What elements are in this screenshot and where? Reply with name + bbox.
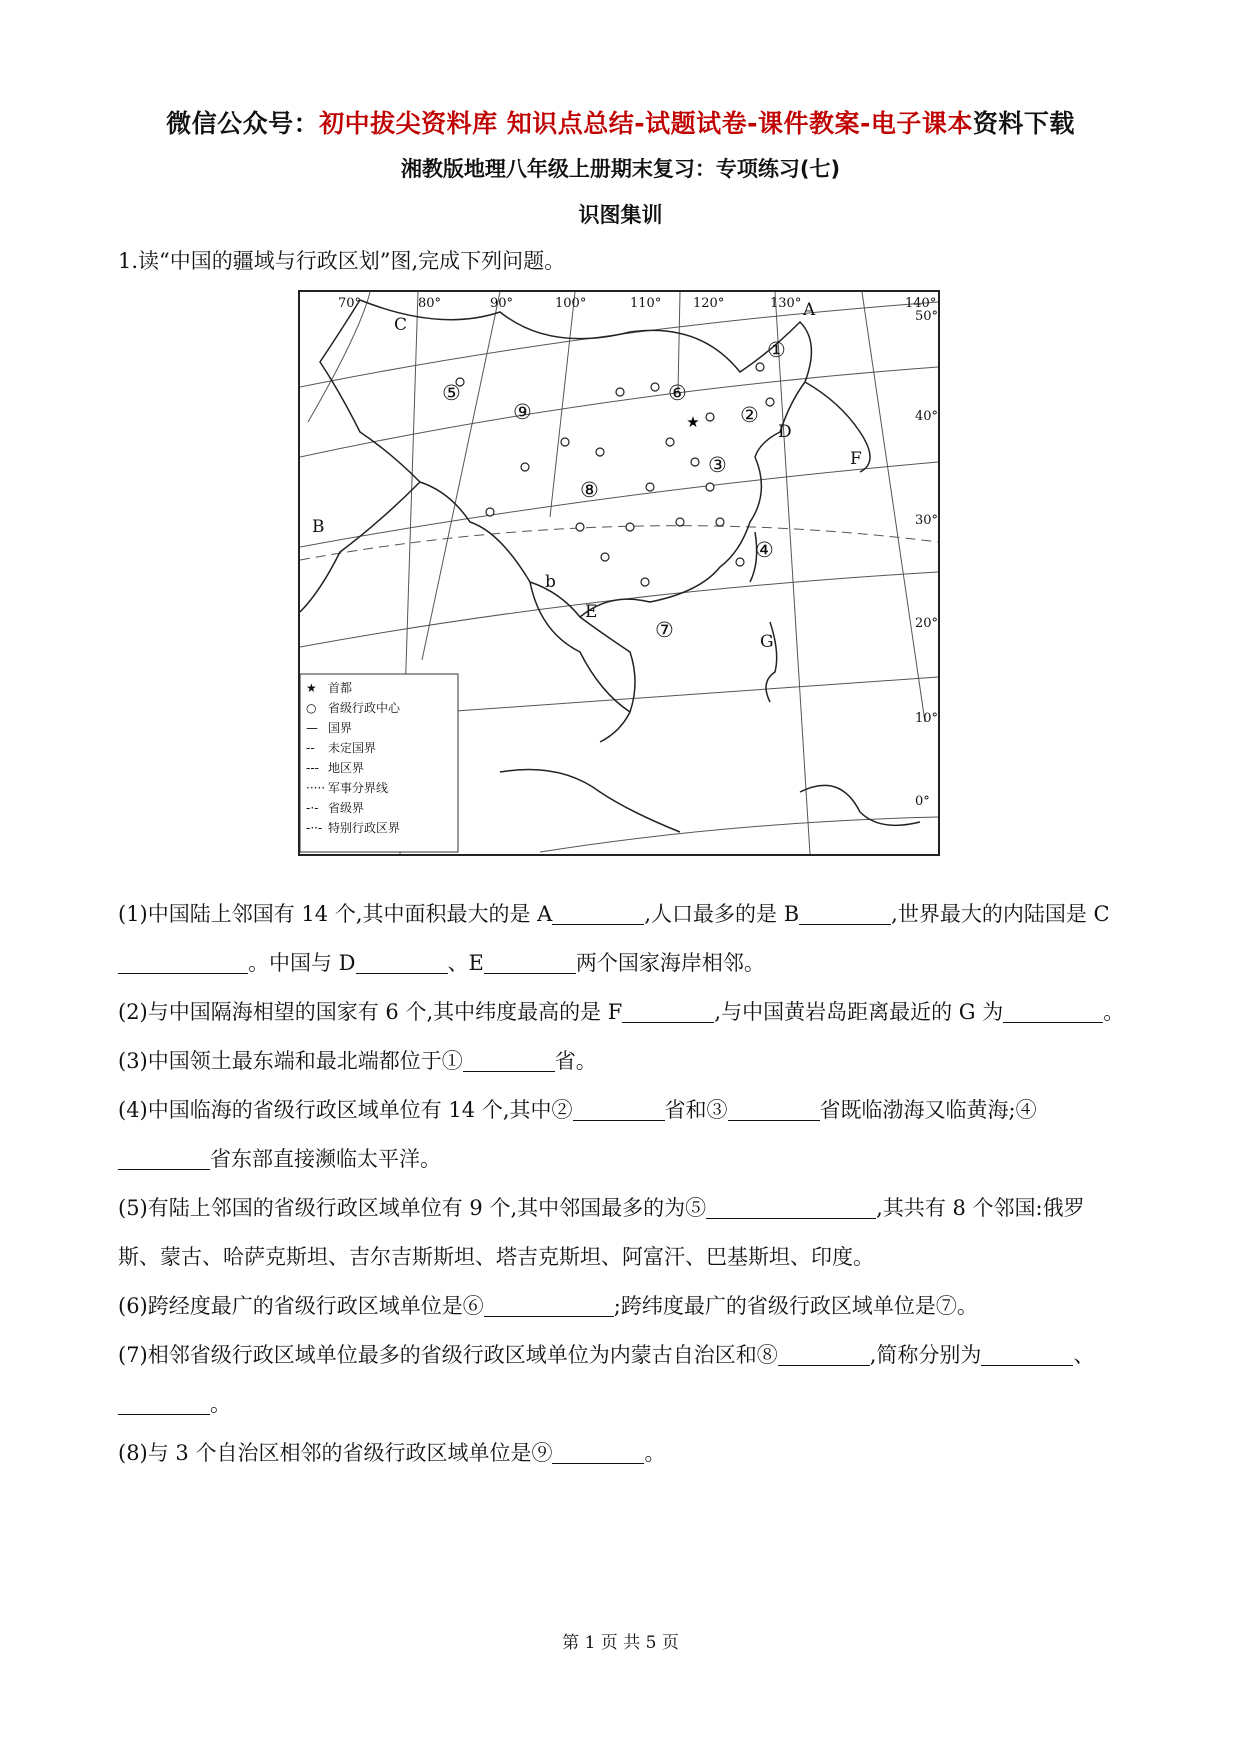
legend-item: 未定国界 xyxy=(328,741,377,755)
legend-symbol: -··- xyxy=(306,821,323,835)
question-item xyxy=(118,988,1126,1037)
section-title: 识图集训 xyxy=(578,203,663,227)
china-territory-map xyxy=(298,290,940,856)
map-letter-b: B xyxy=(312,517,325,537)
answer-blank[interactable] xyxy=(484,1294,614,1317)
answer-blank[interactable] xyxy=(552,902,644,925)
answer-blank[interactable] xyxy=(356,951,448,974)
legend-item: 军事分界线 xyxy=(328,781,389,795)
answer-blank[interactable] xyxy=(622,1000,714,1023)
legend-item: 首都 xyxy=(328,681,353,695)
map-letter-c: C xyxy=(394,315,408,335)
answer-blank[interactable] xyxy=(118,1392,210,1415)
question-text: (2)与中国隔海相望的国家有 6 个,其中纬度最高的是 F xyxy=(118,1000,623,1024)
lat-label: 30° xyxy=(915,513,938,528)
map-number-9: ⑨ xyxy=(513,400,532,424)
map-letter-f: F xyxy=(850,449,862,469)
legend-item: 国界 xyxy=(328,721,353,735)
map-number-4: ④ xyxy=(755,538,774,562)
lat-label: 50° xyxy=(915,309,938,324)
answer-blank[interactable] xyxy=(573,1098,665,1121)
question-text: ,人口最多的是 B xyxy=(644,902,800,926)
question-item xyxy=(118,1086,1126,1184)
question-item xyxy=(118,1282,1126,1331)
map-number-1: ① xyxy=(767,338,786,362)
lat-label: 20° xyxy=(915,616,938,631)
header-red-text: 初中拔尖资料库 知识点总结-试题试卷-课件教案-电子课本 xyxy=(319,109,973,138)
question-text: 、 xyxy=(1073,1343,1095,1367)
question-text: 省既临渤海又临黄海;④ xyxy=(819,1098,1037,1122)
question-item xyxy=(118,1184,1126,1282)
legend-item: 地区界 xyxy=(328,761,365,775)
lat-label: 0° xyxy=(915,794,930,809)
question-text: ,与中国黄岩岛距离最近的 G 为 xyxy=(714,1000,1004,1024)
question-text: (5)有陆上邻国的省级行政区域单位有 9 个,其中邻国最多的为⑤ xyxy=(118,1196,707,1220)
question-item xyxy=(118,1331,1126,1429)
page-footer: 第 1 页 共 5 页 xyxy=(562,1633,679,1653)
lon-label: 140° xyxy=(905,296,937,311)
answer-blank[interactable] xyxy=(463,1049,555,1072)
lon-label: 80° xyxy=(418,296,442,311)
answer-blank[interactable] xyxy=(981,1343,1073,1366)
question-text: (3)中国领土最东端和最北端都位于① xyxy=(118,1049,463,1073)
question-intro: 1.读“中国的疆域与行政区划”图,完成下列问题。 xyxy=(118,249,566,273)
question-text: ,世界最大的内陆国是 C xyxy=(891,902,1110,926)
question-item xyxy=(118,890,1126,988)
question-text: 省东部直接濒临太平洋。 xyxy=(210,1147,441,1171)
answer-blank[interactable] xyxy=(778,1343,870,1366)
lat-label: 40° xyxy=(915,409,938,424)
map-number-8: ⑧ xyxy=(580,478,599,502)
legend-symbol: ○ xyxy=(306,701,317,715)
question-text: 省和③ xyxy=(664,1098,728,1122)
lon-label: 120° xyxy=(693,296,725,311)
question-text: 两个国家海岸相邻。 xyxy=(575,951,765,975)
legend-symbol: --- xyxy=(306,761,319,775)
answer-blank[interactable] xyxy=(799,902,891,925)
question-text: 。 xyxy=(956,1294,978,1318)
map-letter-g: G xyxy=(760,632,774,652)
question-list xyxy=(118,890,1126,1478)
lon-label: 130° xyxy=(770,296,802,311)
map-letter-d: D xyxy=(778,422,792,442)
legend-item: 省级行政中心 xyxy=(328,701,401,715)
legend-symbol: -- xyxy=(306,741,315,755)
legend-symbol: ★ xyxy=(306,681,317,695)
lon-label: 110° xyxy=(630,296,662,311)
map-number-7: ⑦ xyxy=(655,618,674,642)
svg-text:★: ★ xyxy=(686,413,700,431)
header-prefix: 微信公众号： xyxy=(166,109,320,138)
question-text: (7)相邻省级行政区域单位最多的省级行政区域单位为内蒙古自治区和⑧ xyxy=(118,1343,778,1367)
page-header xyxy=(0,104,1241,140)
answer-blank[interactable] xyxy=(118,951,248,974)
question-text: (4)中国临海的省级行政区域单位有 14 个,其中② xyxy=(118,1098,573,1122)
legend-item: 特别行政区界 xyxy=(328,821,401,835)
question-text: (8)与 3 个自治区相邻的省级行政区域单位是⑨ xyxy=(118,1441,553,1465)
answer-blank[interactable] xyxy=(706,1196,876,1219)
map-number-2: ② xyxy=(740,403,759,427)
lon-label: 90° xyxy=(490,296,514,311)
lat-label: 10° xyxy=(915,711,938,726)
document-subtitle: 湘教版地理八年级上册期末复习：专项练习(七) xyxy=(400,157,841,181)
question-text: 、E xyxy=(447,951,484,975)
map-letter-e: E xyxy=(585,602,598,622)
map-number-5: ⑤ xyxy=(442,381,461,405)
question-item xyxy=(118,1429,1126,1478)
answer-blank[interactable] xyxy=(552,1441,644,1464)
answer-blank[interactable] xyxy=(118,1147,210,1170)
question-text: ,简称分别为 xyxy=(869,1343,982,1367)
lon-label: 70° xyxy=(338,296,362,311)
question-text: 省。 xyxy=(554,1049,597,1073)
question-text: 。 xyxy=(210,1392,231,1416)
question-text: (6)跨经度最广的省级行政区域单位是⑥ xyxy=(118,1294,484,1318)
answer-blank[interactable] xyxy=(1003,1000,1103,1023)
map-letter-b-lower: b xyxy=(545,572,556,592)
legend-symbol: ····· xyxy=(306,781,326,795)
answer-blank[interactable] xyxy=(484,951,576,974)
question-text: 。 xyxy=(1103,1000,1125,1024)
question-text: ,其共有 8 个邻国:俄罗斯、蒙古、哈萨克斯坦、吉尔吉斯斯坦、塔吉克斯坦、阿富汗、巴基斯坦、印度。 xyxy=(118,1196,1085,1269)
legend-symbol: -·- xyxy=(306,801,319,815)
question-item xyxy=(118,1037,1126,1086)
header-suffix: 资料下载 xyxy=(972,109,1075,138)
map-letter-a: A xyxy=(803,300,816,320)
question-text: 。 xyxy=(644,1441,666,1465)
answer-blank[interactable] xyxy=(728,1098,820,1121)
map-number-6: ⑥ xyxy=(668,381,687,405)
legend-item: 省级界 xyxy=(328,801,365,815)
legend-symbol: — xyxy=(306,721,318,735)
question-text: 。中国与 D xyxy=(248,951,356,975)
lon-label: 100° xyxy=(555,296,587,311)
question-text: ;跨纬度最广的省级行政区域单位是⑦ xyxy=(613,1294,957,1318)
question-text: (1)中国陆上邻国有 14 个,其中面积最大的是 A xyxy=(118,902,553,926)
map-number-3: ③ xyxy=(708,453,727,477)
